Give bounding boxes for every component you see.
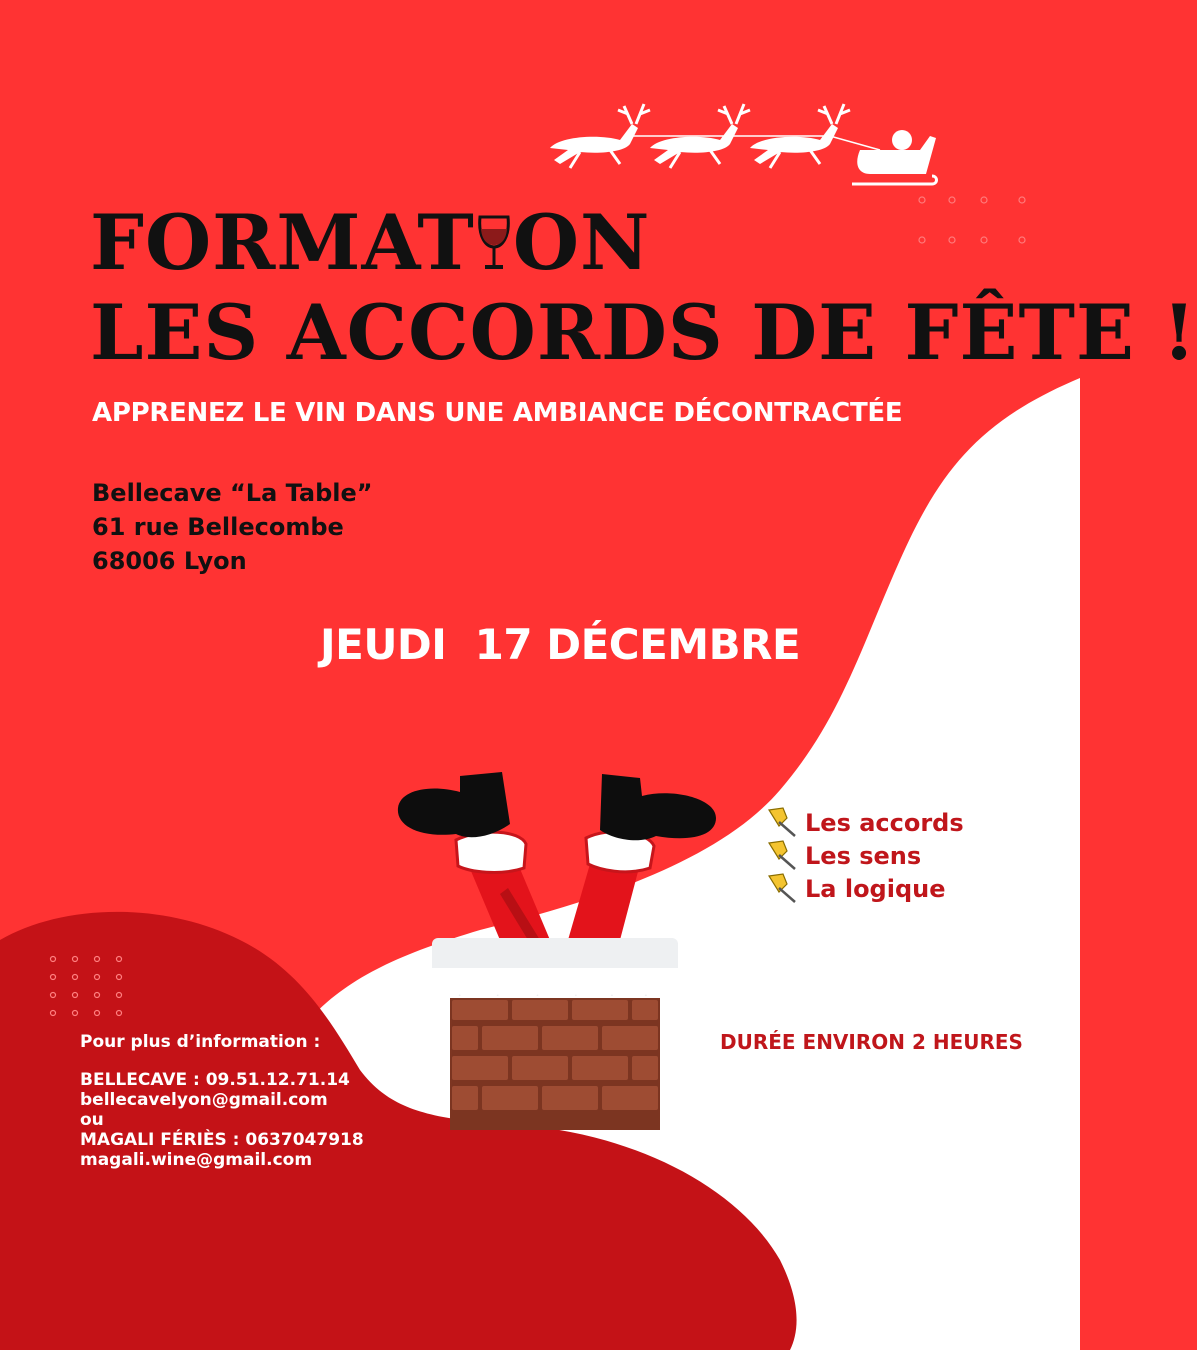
contact-bellecave-email[interactable]: bellecavelyon@gmail.com (80, 1090, 328, 1110)
santa-chimney-illustration (390, 768, 690, 1130)
contact-magali-phone: MAGALI FÉRIÈS : 0637047918 (80, 1130, 364, 1150)
contact-info (80, 1032, 364, 1170)
dot-grid-decoration (48, 954, 128, 1020)
venue-city: 68006 Lyon (92, 547, 247, 575)
contact-or: ou (80, 1110, 104, 1130)
topic-label: Les sens (805, 841, 922, 870)
list-item (765, 872, 964, 905)
list-item (765, 806, 964, 839)
topics-list (765, 806, 964, 905)
list-item (765, 839, 964, 872)
pushpin-icon (765, 872, 801, 905)
title-line-2: LES ACCORDS DE FÊTE ! (90, 288, 1197, 377)
contact-magali-email[interactable]: magali.wine@gmail.com (80, 1150, 313, 1170)
venue-name: Bellecave “La Table” (92, 479, 373, 507)
pushpin-icon (765, 839, 801, 872)
page-title (90, 198, 1197, 378)
title-part-after: ON (512, 198, 651, 287)
pushpin-icon (765, 806, 801, 839)
contact-bellecave-phone: BELLECAVE : 09.51.12.71.14 (80, 1070, 350, 1090)
title-part-before: FORMAT (90, 198, 475, 287)
venue-street: 61 rue Bellecombe (92, 513, 344, 541)
topic-label: La logique (805, 874, 946, 903)
topic-label: Les accords (805, 808, 964, 837)
wine-glass-icon (477, 211, 511, 271)
reindeer-sleigh-icon (540, 88, 940, 198)
tagline: APPRENEZ LE VIN DANS UNE AMBIANCE DÉCONTRACTÉE (92, 398, 903, 428)
venue-address (92, 476, 373, 578)
contact-heading: Pour plus d’information : (80, 1032, 321, 1052)
event-duration: DURÉE ENVIRON 2 HEURES (720, 1030, 1023, 1054)
title-line-1 (90, 198, 1197, 288)
event-date: JEUDI 17 DÉCEMBRE (320, 620, 801, 669)
